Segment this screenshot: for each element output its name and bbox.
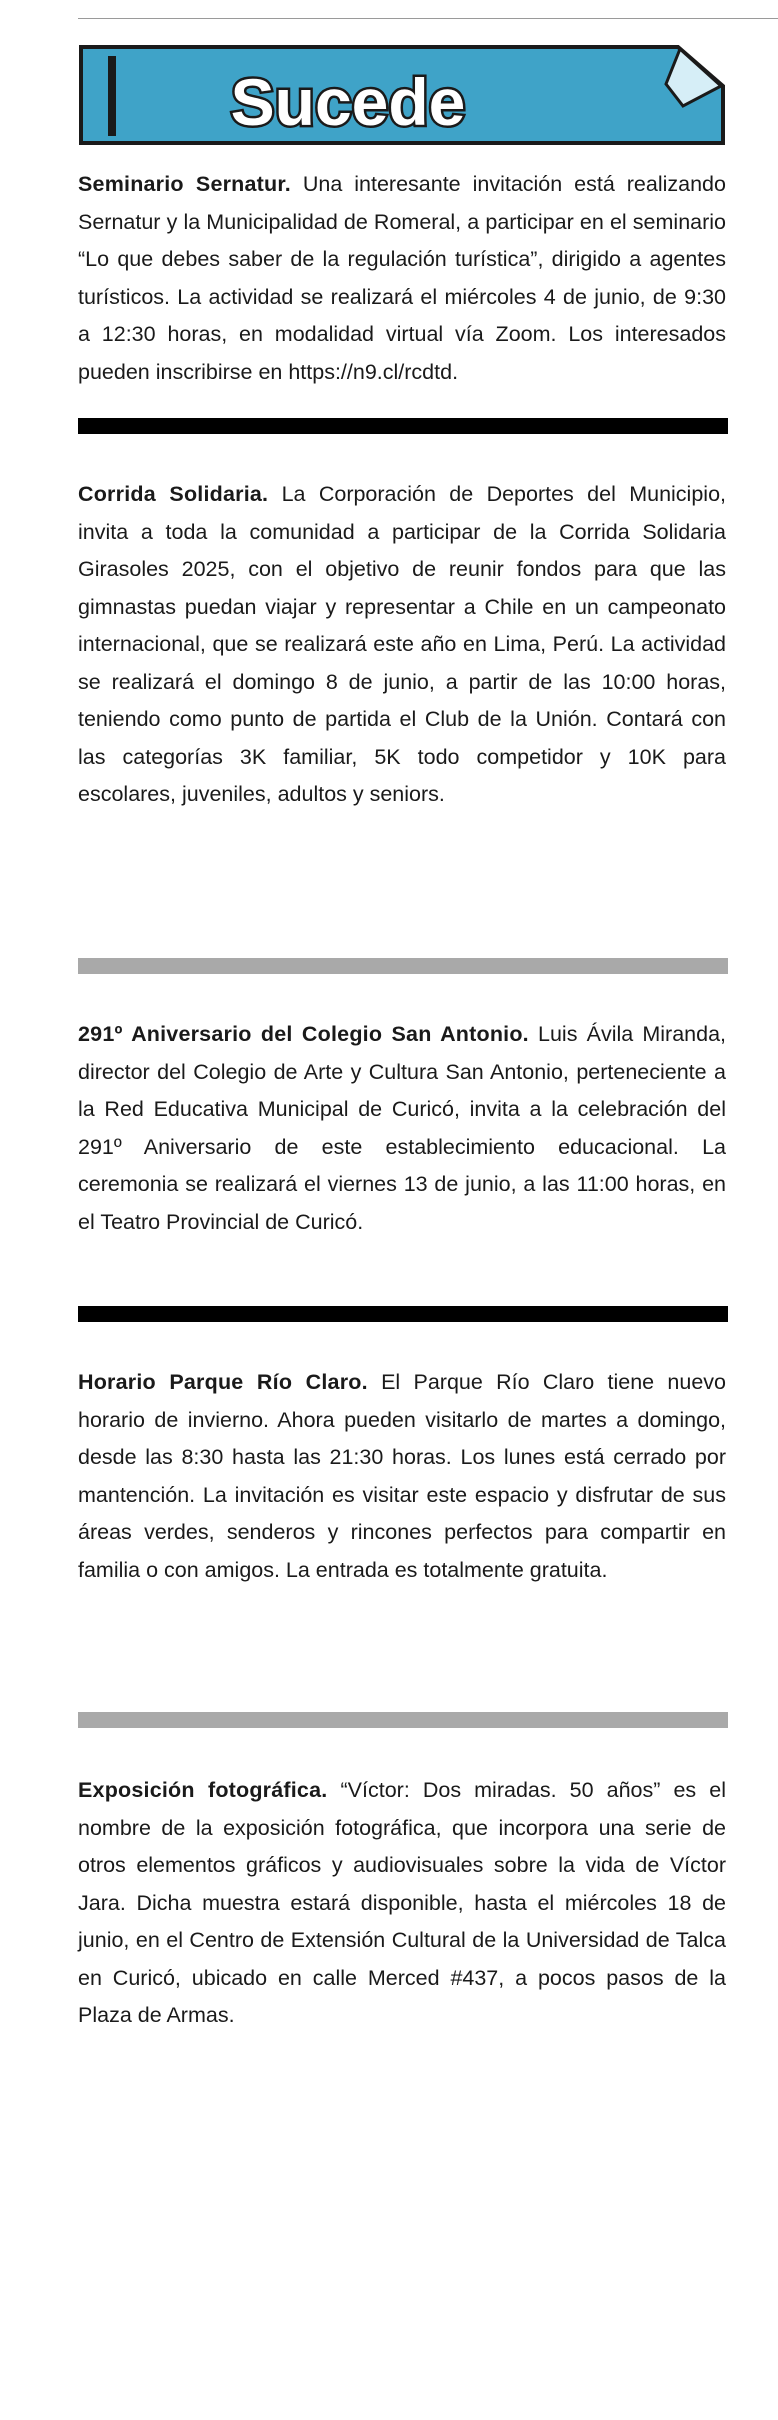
article-headline: 291º Aniversario del Colegio San Antonio.: [78, 1022, 529, 1046]
article-seminario: [78, 166, 726, 391]
article-corrida: [78, 476, 726, 814]
article-parque: [78, 1364, 726, 1589]
separator-bar: [78, 1306, 728, 1322]
section-banner: [78, 44, 728, 146]
article-headline: Corrida Solidaria.: [78, 482, 269, 506]
article-body: El Parque Río Claro tiene nuevo horario de invierno. Ahora pueden visitarlo de martes a domingo, desde las 8:30 hasta las 21:30 horas. Los lunes está cerrado por mantención. La invitación es visitar este espacio y disfrutar de sus áreas verdes, senderos y rincones perfectos para compartir en familia o con amigos. La entrada es totalmente gratuita.: [78, 1370, 726, 1582]
banner-title: Sucede: [230, 65, 466, 139]
article-body: La Corporación de Deportes del Municipio, invita a toda la comunidad a participar de la Corrida Solidaria Girasoles 2025, con el objetivo de reunir fondos para que las gimnastas puedan viajar y representar a Chile en un campeonato internacional, que se realizará este año en Lima, Perú. La actividad se realizará el domingo 8 de junio, a partir de las 10:00 horas, teniendo como punto de partida el Club de la Unión. Contará con las categorías 3K familiar, 5K todo competidor y 10K para escolares, juveniles, adultos y seniors.: [78, 482, 726, 806]
article-exposicion: [78, 1772, 726, 2035]
separator-bar: [78, 1712, 728, 1728]
separator-bar: [78, 958, 728, 974]
separator-bar: [78, 418, 728, 434]
article-body: Una interesante invitación está realizando Sernatur y la Municipalidad de Romeral, a participar en el seminario “Lo que debes saber de la regulación turística”, dirigido a agentes turísticos. La actividad se realizará el miércoles 4 de junio, de 9:30 a 12:30 horas, en modalidad virtual vía Zoom. Los interesados pueden inscribirse en https://n9.cl/rcdtd.: [78, 172, 726, 384]
banner-bar: [108, 56, 116, 136]
banner-graphic: [78, 44, 728, 146]
article-body: “Víctor: Dos miradas. 50 años” es el nombre de la exposición fotográfica, que incorpora una serie de otros elementos gráficos y audiovisuales sobre la vida de Víctor Jara. Dicha muestra estará disponible, hasta el miércoles 18 de junio, en el Centro de Extensión Cultural de la Universidad de Talca en Curicó, ubicado en calle Merced #437, a pocos pasos de la Plaza de Armas.: [78, 1778, 726, 2027]
top-rule: [78, 18, 778, 19]
article-headline: Horario Parque Río Claro.: [78, 1370, 368, 1394]
article-headline: Exposición fotográfica.: [78, 1778, 328, 1802]
article-aniversario: [78, 1016, 726, 1241]
article-body: Luis Ávila Miranda, director del Colegio de Arte y Cultura San Antonio, perteneciente a la Red Educativa Municipal de Curicó, invita a la celebración del 291º Aniversario de este establecimiento educacional. La ceremonia se realizará el viernes 13 de junio, a las 11:00 horas, en el Teatro Provincial de Curicó.: [78, 1022, 726, 1234]
article-headline: Seminario Sernatur.: [78, 172, 291, 196]
